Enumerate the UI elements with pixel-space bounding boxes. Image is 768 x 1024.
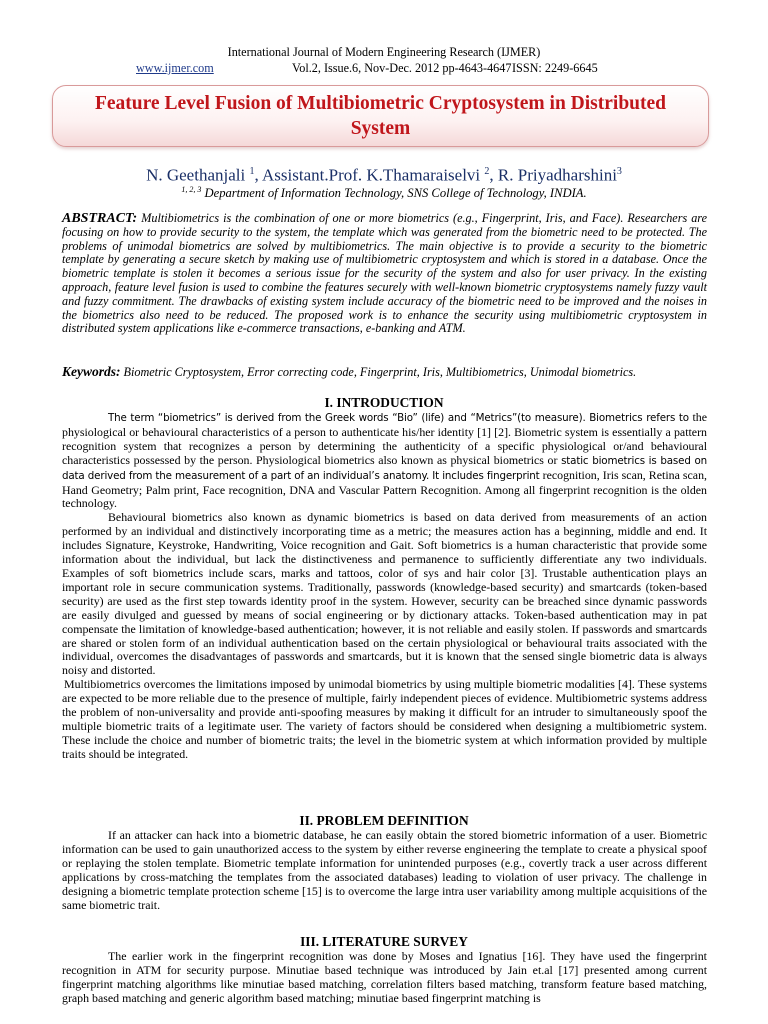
author-3-mark: 3 <box>616 166 622 177</box>
intro-paragraph-3: Multibiometrics overcomes the limitations imposed by unimodal biometrics by using multiple biometric modalities [4]. These systems are expected to be more reliable due to the presence of multiple, fairly independent pieces of evidence. Multibiometric systems address the problem of non-universality and provide anti-spoofing measures by making it difficult for an intruder to simultaneously spoof the multiple biometric traits of a legitimate user. The variety of factors should be considered when designing a multibiometric system. These include the choice and number of biometric traits; the level in the biometric system at which information provided by multiple traits should be integrated. <box>62 677 707 761</box>
author-2: , Assistant.Prof. K.Thamaraiselvi <box>254 165 485 185</box>
affiliation <box>0 182 768 201</box>
author-3: , R. Priyadharshini <box>489 165 617 185</box>
keywords <box>62 364 707 380</box>
journal-volume: Vol.2, Issue.6, Nov-Dec. 2012 pp-4643-4647 <box>292 61 512 75</box>
section-heading-literature-survey: III. LITERATURE SURVEY <box>300 934 468 949</box>
section-heading-introduction: I. INTRODUCTION <box>324 395 444 410</box>
journal-issn: ISSN: 2249-6645 <box>512 61 598 75</box>
author-1: N. Geethanjali <box>146 165 250 185</box>
journal-website-link[interactable]: www.ijmer.com <box>136 61 214 75</box>
affiliation-marks: 1, 2, 3 <box>181 185 202 194</box>
author-2-mark: 2 <box>484 166 490 177</box>
intro-p1-part-d: recognition, Iris scan, Retina scan, Hand Geometry; Palm print, Face recognition, DNA and Vascular Pattern Recognition. Among all fingerprint recognition is the olden technology. <box>62 467 707 511</box>
paper-title-line1: Feature Level Fusion of Multibiometric Cryptosystem in Distributed <box>94 93 667 114</box>
literature-paragraph-1: The earlier work in the fingerprint recognition was done by Moses and Ignatius [16]. They have used the fingerprint recognition in ATM for security purpose. Minutiae based technique was introduced by Jain et.al [17] presented among current fingerprint matching algorithms like minutiae based matching, correlation filters based matching, transform feature based matching, graph based matching and generic algorithm based matching; minutiae based fingerprint matching is <box>62 949 707 1005</box>
literature-survey-body <box>62 950 707 1006</box>
paper-title-line2: System <box>350 118 411 139</box>
abstract <box>62 212 707 336</box>
journal-name: International Journal of Modern Engineering Research (IJMER) <box>227 45 541 59</box>
abstract-text: Multibiometrics is the combination of one or more biometrics (e.g., Fingerprint, Iris, and Face). Researchers are focusing on how to provide security to the system, the template which was generated from the biometric need to be protected. The problems of unimodal biometrics are solved by multibiometrics. The main objective is to provide a security to the biometric template by generating a secure sketch by making use of multibiometric cryptosystem and which is stored in a database. Once the biometric template is stolen it becomes a serious issue for the security of the system and also for user privacy. In the existing approach, feature level fusion is used to combine the features securely with well-known biometric cryptosystems namely fuzzy vault and fuzzy commitment. The drawbacks of existing system include accuracy of the biometric need to be improved and the noises in the biometrics also need to be reduced. The proposed work is to enhance the security using multibiometric cryptosystem in distributed system applications like e-commerce transactions, e-banking and ATM. <box>62 211 707 336</box>
intro-p1-part-b: the physiological or behavioural characteristics of a person to authenticate his/her identity [1] [2]. Biometric system is essentially a pattern recognition system that recognizes a person by determining the authenticity of a specific physiological or/and behavioural characteristics possessed by the person. Physiological biometrics also known as physical biometrics or <box>62 410 707 467</box>
paper-title <box>52 91 709 141</box>
problem-paragraph-1: If an attacker can hack into a biometric database, he can easily obtain the stored biometric information of a user. Biometric information can be used to gain unauthorized access to the system by either reverse engineering the template to create a physical spoof or replaying the stolen template. Biometric template information for unintended purposes (e.g., covertly track a user across different applications by cross-matching the templates from the associated databases) leading to violation of user privacy. The challenge in designing a biometric template protection scheme [15] is to overcome the large intra user variability among multiple acquisitions of the same biometric trait. <box>62 828 707 912</box>
abstract-label: ABSTRACT: <box>62 211 138 226</box>
section-heading-problem-definition: II. PROBLEM DEFINITION <box>299 813 469 828</box>
intro-paragraph-2: Behavioural biometrics also known as dynamic biometrics is based on data derived from measurements of an action performed by an individual and distinctively incorporating time as a metric; the measures action has a beginning, middle and end. It includes Signature, Keystroke, Handwriting, Voice recognition and Gait. Soft biometrics is a human characteristic that provide some information about the individual, but lack the distinctiveness and permanence to sufficiently differentiate any two individuals. Examples of soft biometrics include scars, marks and tattoos, color of sys and hair color [3]. Trustable authentication plays an important role in secure communication systems. Traditionally, passwords (knowledge-based security) and smartcards (token-based security) are used as the first step towards identity proof in the system. However, security can be breached since dynamic passwords are easily divulged and guessed by means of social engineering or by dictionary attacks. Token-based authentication may in pat compensate the limitation of knowledge-based authentication; however, it is not reliable and easily stolen. If passwords and smartcards are shared or stolen form of an individual authentication based on the certain physiological or behavioural traits associated with the individual, overcomes the disadvantages of passwords and smartcards, but it is known that the sensed single biometric data is always noisy and distorted. <box>62 510 707 678</box>
author-1-mark: 1 <box>249 166 255 177</box>
intro-paragraph-1 <box>62 411 707 511</box>
intro-p1-part-c: static biometrics is based on data derived from the measurement of a part of an individual’s anatomy. It includes fingerprint <box>62 454 707 482</box>
keywords-text: Biometric Cryptosystem, Error correcting code, Fingerprint, Iris, Multibiometrics, Unimodal biometrics. <box>120 365 637 379</box>
keywords-label: Keywords: <box>62 364 121 379</box>
intro-p1-part-a: The term “biometrics” is derived from the Greek words “Bio” (life) and “Metrics”(to measure). Biometrics refers to <box>108 412 689 424</box>
problem-definition-body <box>62 829 707 912</box>
introduction-body <box>62 411 707 762</box>
affiliation-text: Department of Information Technology, SNS College of Technology, INDIA. <box>201 186 587 201</box>
